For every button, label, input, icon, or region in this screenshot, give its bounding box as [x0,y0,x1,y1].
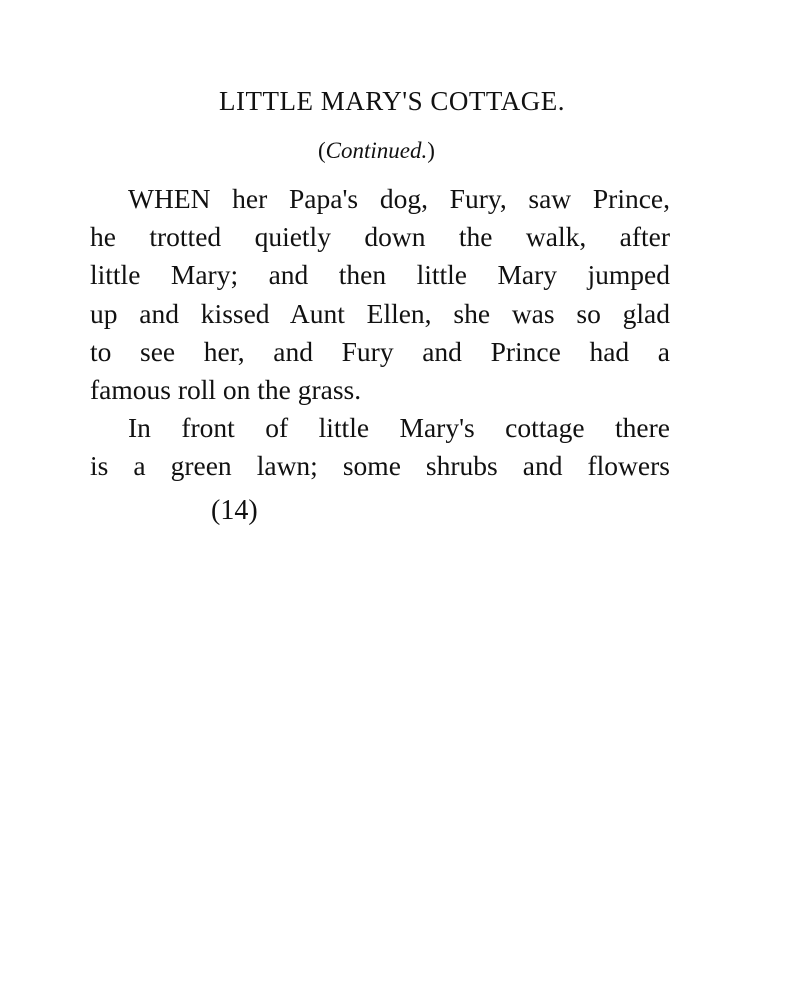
subtitle-open-paren: ( [318,138,326,163]
text-line: WHEN her Papa's dog, Fury, saw Prince, [128,183,670,214]
chapter-subtitle [318,138,435,164]
subtitle-close-paren: ) [427,138,435,163]
paragraph [90,409,670,485]
body-text [90,180,670,486]
text-line: is a green lawn; some shrubs and flowers [90,450,670,482]
chapter-title: LITTLE MARY'S COTTAGE. [219,86,565,116]
text-line: In front of little Mary's cottage there [128,412,670,444]
text-line: little Mary; and then little Mary jumped [90,259,670,291]
text-line: famous roll on the grass. [90,374,362,406]
text-line: he trotted quietly down the walk, after [90,221,670,253]
text-line: up and kissed Aunt Ellen, she was so glad [90,297,670,329]
page-number: (14) [211,495,258,526]
text-line: to see her, and Fury and Prince had a [90,335,670,367]
paragraph [90,180,670,409]
subtitle-word: Continued. [325,138,428,163]
